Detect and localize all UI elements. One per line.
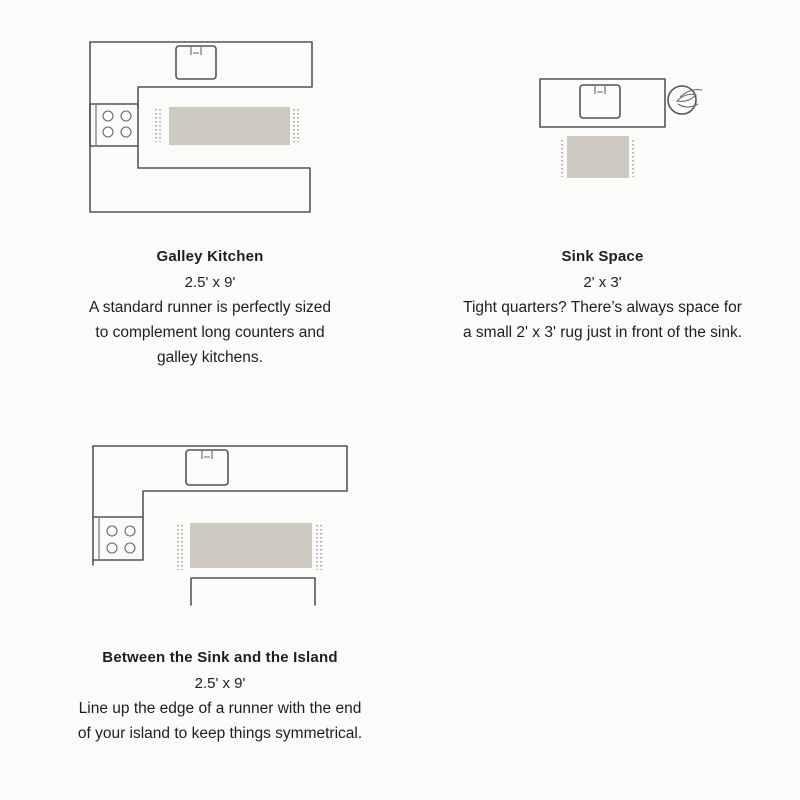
rug-size: 2.5' x 9' [184,274,236,291]
desc-line: A standard runner is perfectly sized [88,299,332,316]
card-sink-space [440,248,765,345]
sink-space-plan [530,70,720,190]
rug-icon [562,136,633,178]
rug-icon [178,523,321,570]
between-sink-island-plan [85,435,365,615]
desc-line: Line up the edge of a runner with the end [78,700,362,717]
stove-icon [96,105,131,145]
rug-icon [156,107,298,145]
desc-line: of your island to keep things symmetrical. [77,725,363,742]
card-title: Galley Kitchen [156,248,264,265]
desc-line: Tight quarters? There’s always space for [463,299,742,316]
counter-outline-top [93,446,347,517]
desc-line: galley kitchens. [157,349,263,366]
desc-line: to complement long counters and [95,324,325,341]
card-description [40,696,400,746]
desc-line: a small 2' x 3' rug just in front of the sink. [462,324,742,341]
stove-icon [99,518,135,559]
card-between-sink-island [40,649,400,746]
sink-icon [176,46,216,79]
stove-block [90,104,138,146]
rug-size: 2.5' x 9' [194,675,246,692]
island-outline [191,578,315,605]
stove-block [93,517,143,560]
card-title: Sink Space [561,248,644,265]
card-description [60,295,360,370]
plant-icon [668,86,702,114]
card-title: Between the Sink and the Island [102,649,338,666]
card-galley-kitchen [60,248,360,370]
sink-icon [580,85,620,118]
counter-outline [540,79,665,127]
rug-size: 2' x 3' [583,274,622,291]
sink-icon [186,450,228,485]
galley-kitchen-plan [80,30,320,220]
card-description [440,295,765,345]
